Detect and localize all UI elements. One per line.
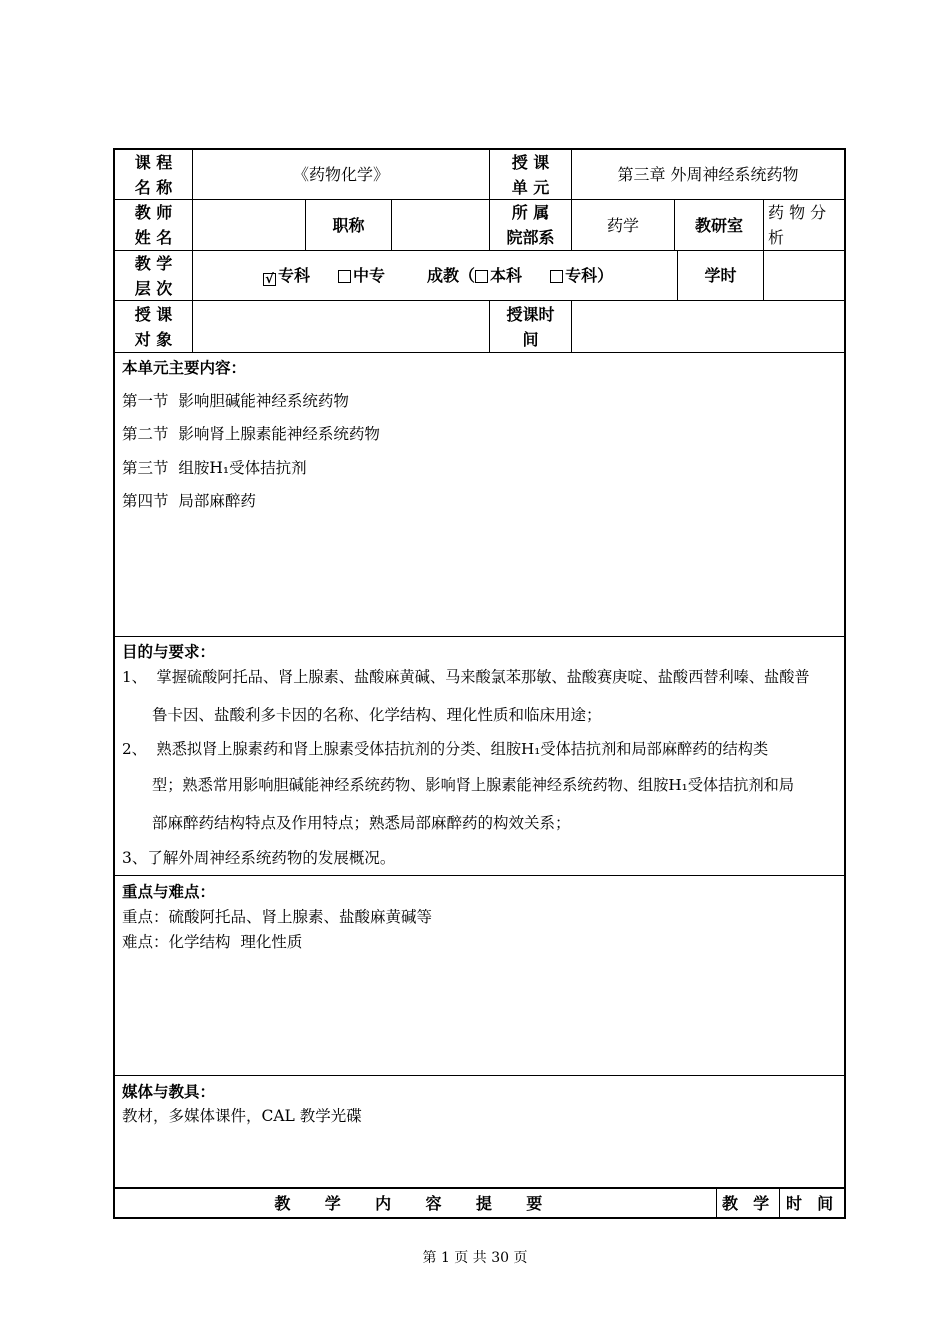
time-header: 时 间 [786,1193,838,1213]
teacher-label: 教 师 姓 名 [134,203,173,247]
office-label: 教研室 [694,215,743,235]
dept-value: 药学 [606,215,639,235]
target-label: 授 课 对 象 [134,304,173,349]
level-option-benke[interactable]: 本科 [475,263,522,288]
title-value [392,200,489,250]
course-name-value: 《药物化学》 [292,165,389,184]
goals-heading: 目的与要求： [122,643,216,661]
list-item: 第二节 影响肾上腺素能神经系统药物 [122,425,380,443]
content-summary-header: 教 学 内 容 提 要 [274,1193,557,1213]
time-value [572,301,844,352]
list-item: 第四节 局部麻醉药 [122,492,256,510]
row-divider [113,1075,846,1076]
checkbox-icon [475,270,488,283]
level-option-zhongzhuan[interactable]: 中专 [338,263,385,288]
level-label: 教 学 层 次 [134,253,173,298]
goal-line: 2、 熟悉拟肾上腺素药和肾上腺素受体拮抗剂的分类、组胺H₁受体拮抗剂和局部麻醉药的结构类 [122,740,769,758]
hours-value [764,251,844,300]
row-divider [113,636,846,637]
row-divider [113,875,846,876]
office-value: 药 物 分 析 [768,203,827,247]
hours-label: 学时 [704,266,737,285]
goal-line: 1、 掌握硫酸阿托品、肾上腺素、盐酸麻黄碱、马来酸氯苯那敏、盐酸赛庚啶、盐酸西替利嗪、盐酸普 [122,668,810,686]
goal-line: 部麻醉药结构特点及作用特点；熟悉局部麻醉药的构效关系； [152,814,571,832]
goal-line: 型；熟悉常用影响胆碱能神经系统药物、影响肾上腺素能神经系统药物、组胺H₁受体拮抗剂和局 [152,776,795,794]
level-option-zhuanke-adult[interactable]: 专科） [550,263,613,288]
checkbox-icon [338,270,351,283]
unit-value: 第三章 外周神经系统药物 [617,165,799,184]
goal-line: 3、了解外周神经系统药物的发展概况。 [122,849,396,867]
level-adult-label: 成教（ [427,266,476,285]
level-options [193,251,677,300]
table-bottom-border [113,1217,846,1219]
course-name-label: 课 程 名 称 [134,152,173,197]
checkbox-icon [550,270,563,283]
media-text: 教材，多媒体课件，CAL 教学光碟 [122,1107,362,1125]
teacher-value [193,200,305,250]
list-item: 第一节 影响胆碱能神经系统药物 [122,392,349,410]
table-right-border [844,148,846,1219]
checkbox-checked-icon: √ [263,273,276,286]
col-divider [763,199,764,251]
dept-label: 所 属 院部系 [506,203,555,247]
keypoints-heading: 重点与难点： [122,883,216,901]
goal-line: 鲁卡因、盐酸利多卡因的名称、化学结构、理化性质和临床用途； [152,706,602,724]
target-value [193,301,489,352]
key-point-text: 重点：硫酸阿托品、肾上腺素、盐酸麻黄碱等 [122,908,433,926]
main-content-heading: 本单元主要内容： [122,359,247,377]
title-label: 职称 [332,215,365,235]
row-divider [113,352,846,353]
page-number: 第 1 页 共 30 页 [422,1250,528,1266]
level-option-zhuanke[interactable]: √ 专科 [263,263,310,288]
difficult-point-text: 难点：化学结构 理化性质 [122,933,303,951]
list-item: 第三节 组胺H₁受体拮抗剂 [122,459,307,477]
teach-header: 教 学 [722,1193,774,1213]
unit-label: 授 课 单 元 [511,152,550,197]
media-heading: 媒体与教具： [122,1083,216,1101]
time-label: 授课时 间 [506,304,555,349]
